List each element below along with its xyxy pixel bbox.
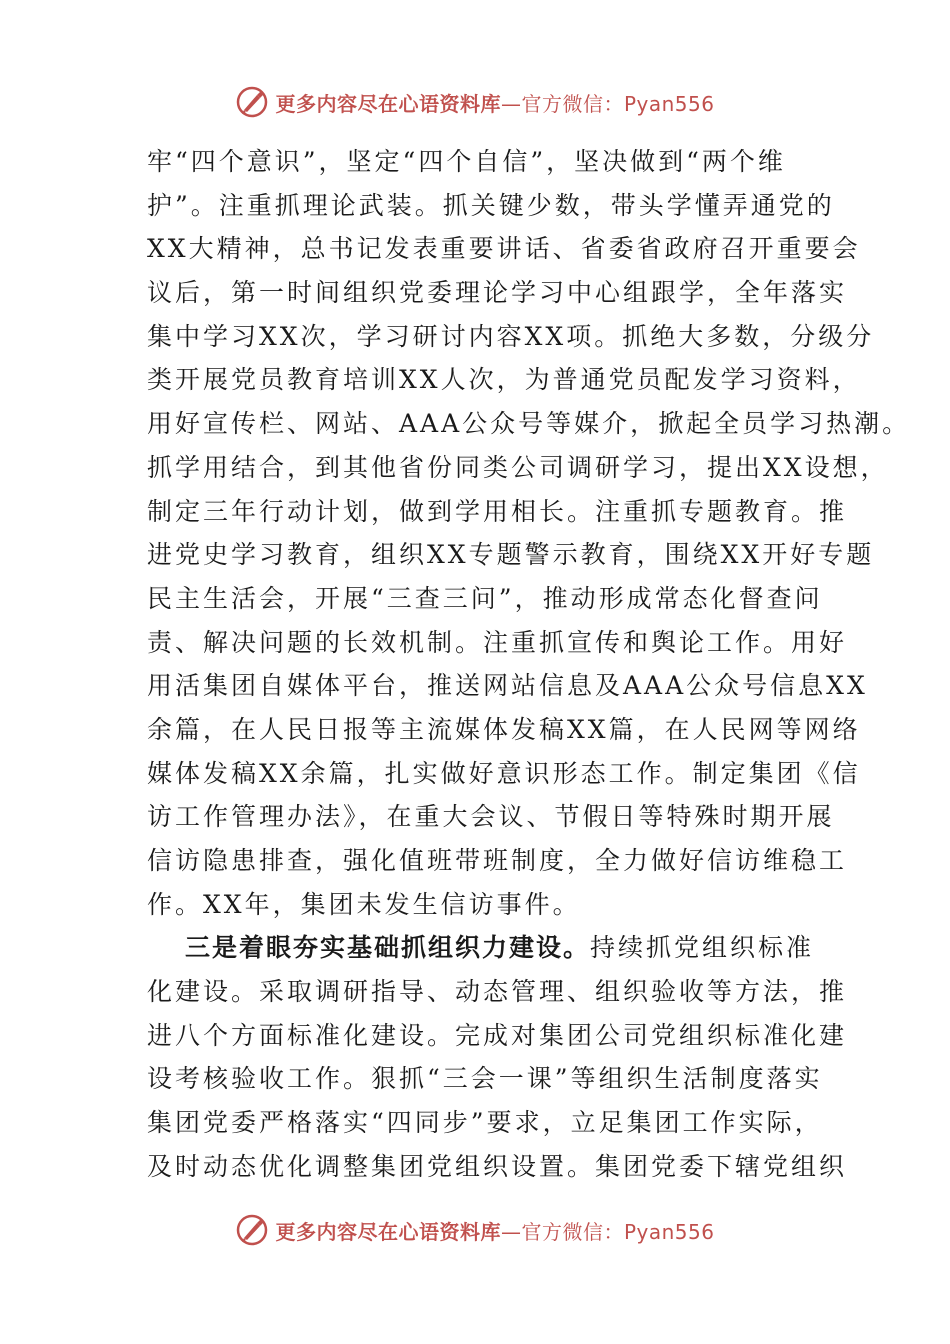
text-line: 及时动态优化调整集团党组织设置。集团党委下辖党组织 xyxy=(147,1151,848,1181)
paragraph-heading-rest: 持续抓党组织标准 xyxy=(590,933,815,963)
text-line: 民主生活会，开展“三查三问”，推动形成常态化督查问 xyxy=(147,583,823,613)
text-line: 进党史学习教育，组织XX专题警示教育，围绕XX开好专题 xyxy=(147,540,875,570)
pen-seal-logo-icon xyxy=(235,1213,269,1247)
paragraph-heading: 三是着眼夯实基础抓组织力建设。 xyxy=(185,933,591,963)
text-line: 进八个方面标准化建设。完成对集团公司党组织标准化建 xyxy=(147,1020,848,1050)
text-line: 制定三年行动计划，做到学用相长。注重抓专题教育。推 xyxy=(147,496,848,526)
footer-watermark xyxy=(0,1210,950,1250)
text-line: 集团党委严格落实“四同步”要求，立足集团工作实际， xyxy=(147,1108,823,1138)
document-body xyxy=(147,140,911,1189)
watermark-prefix: 更多内容尽在心语资料库 xyxy=(275,91,501,116)
pen-seal-logo-icon xyxy=(235,85,269,119)
watermark-text xyxy=(275,1216,714,1245)
paragraph-heading-line xyxy=(147,926,819,970)
text-line: 护”。注重抓理论武装。抓关键少数，带头学懂弄通党的 xyxy=(147,190,835,220)
watermark-suffix: —官方微信：Pyan556 xyxy=(500,1219,715,1244)
text-line: 议后，第一时间组织党委理论学习中心组跟学，全年落实 xyxy=(147,278,848,308)
text-line: 集中学习XX次，学习研讨内容XX项。抓绝大多数，分级分 xyxy=(147,321,875,351)
text-line: 信访隐患排查，强化值班带班制度，全力做好信访维稳工 xyxy=(147,846,848,875)
text-line: 化建设。采取调研指导、动态管理、组织验收等方法，推 xyxy=(147,977,848,1007)
text-line: 用活集团自媒体平台，推送网站信息及AAA公众号信息XX xyxy=(147,671,868,701)
text-line: 抓学用结合，到其他省份同类公司调研学习，提出XX设想， xyxy=(147,452,889,482)
text-line: 余篇，在人民日报等主流媒体发稿XX篇，在人民网等网络 xyxy=(147,714,861,744)
text-line: 设考核验收工作。狠抓“三会一课”等组织生活制度落实 xyxy=(147,1064,823,1094)
text-line: 责、解决问题的长效机制。注重抓宣传和舆论工作。用好 xyxy=(147,627,848,657)
text-line: 牢“四个意识”，坚定“四个自信”，坚决做到“两个维 xyxy=(147,147,786,176)
text-line: 类开展党员教育培训XX人次，为普通党员配发学习资料， xyxy=(147,365,861,395)
watermark-suffix: —官方微信：Pyan556 xyxy=(500,91,715,116)
text-line: 访工作管理办法》，在重大会议、节假日等特殊时期开展 xyxy=(147,802,835,832)
text-line: 用好宣传栏、网站、AAA公众号等媒介，掀起全员学习热潮。 xyxy=(147,409,911,439)
text-line: 媒体发稿XX余篇，扎实做好意识形态工作。制定集团《信 xyxy=(147,758,861,788)
text-line: XX大精神，总书记发表重要讲话、省委省政府召开重要会 xyxy=(147,234,861,264)
header-watermark xyxy=(0,82,950,122)
watermark-text xyxy=(275,88,714,117)
watermark-prefix: 更多内容尽在心语资料库 xyxy=(275,1219,501,1244)
text-line: 作。XX年，集团未发生信访事件。 xyxy=(147,889,581,919)
